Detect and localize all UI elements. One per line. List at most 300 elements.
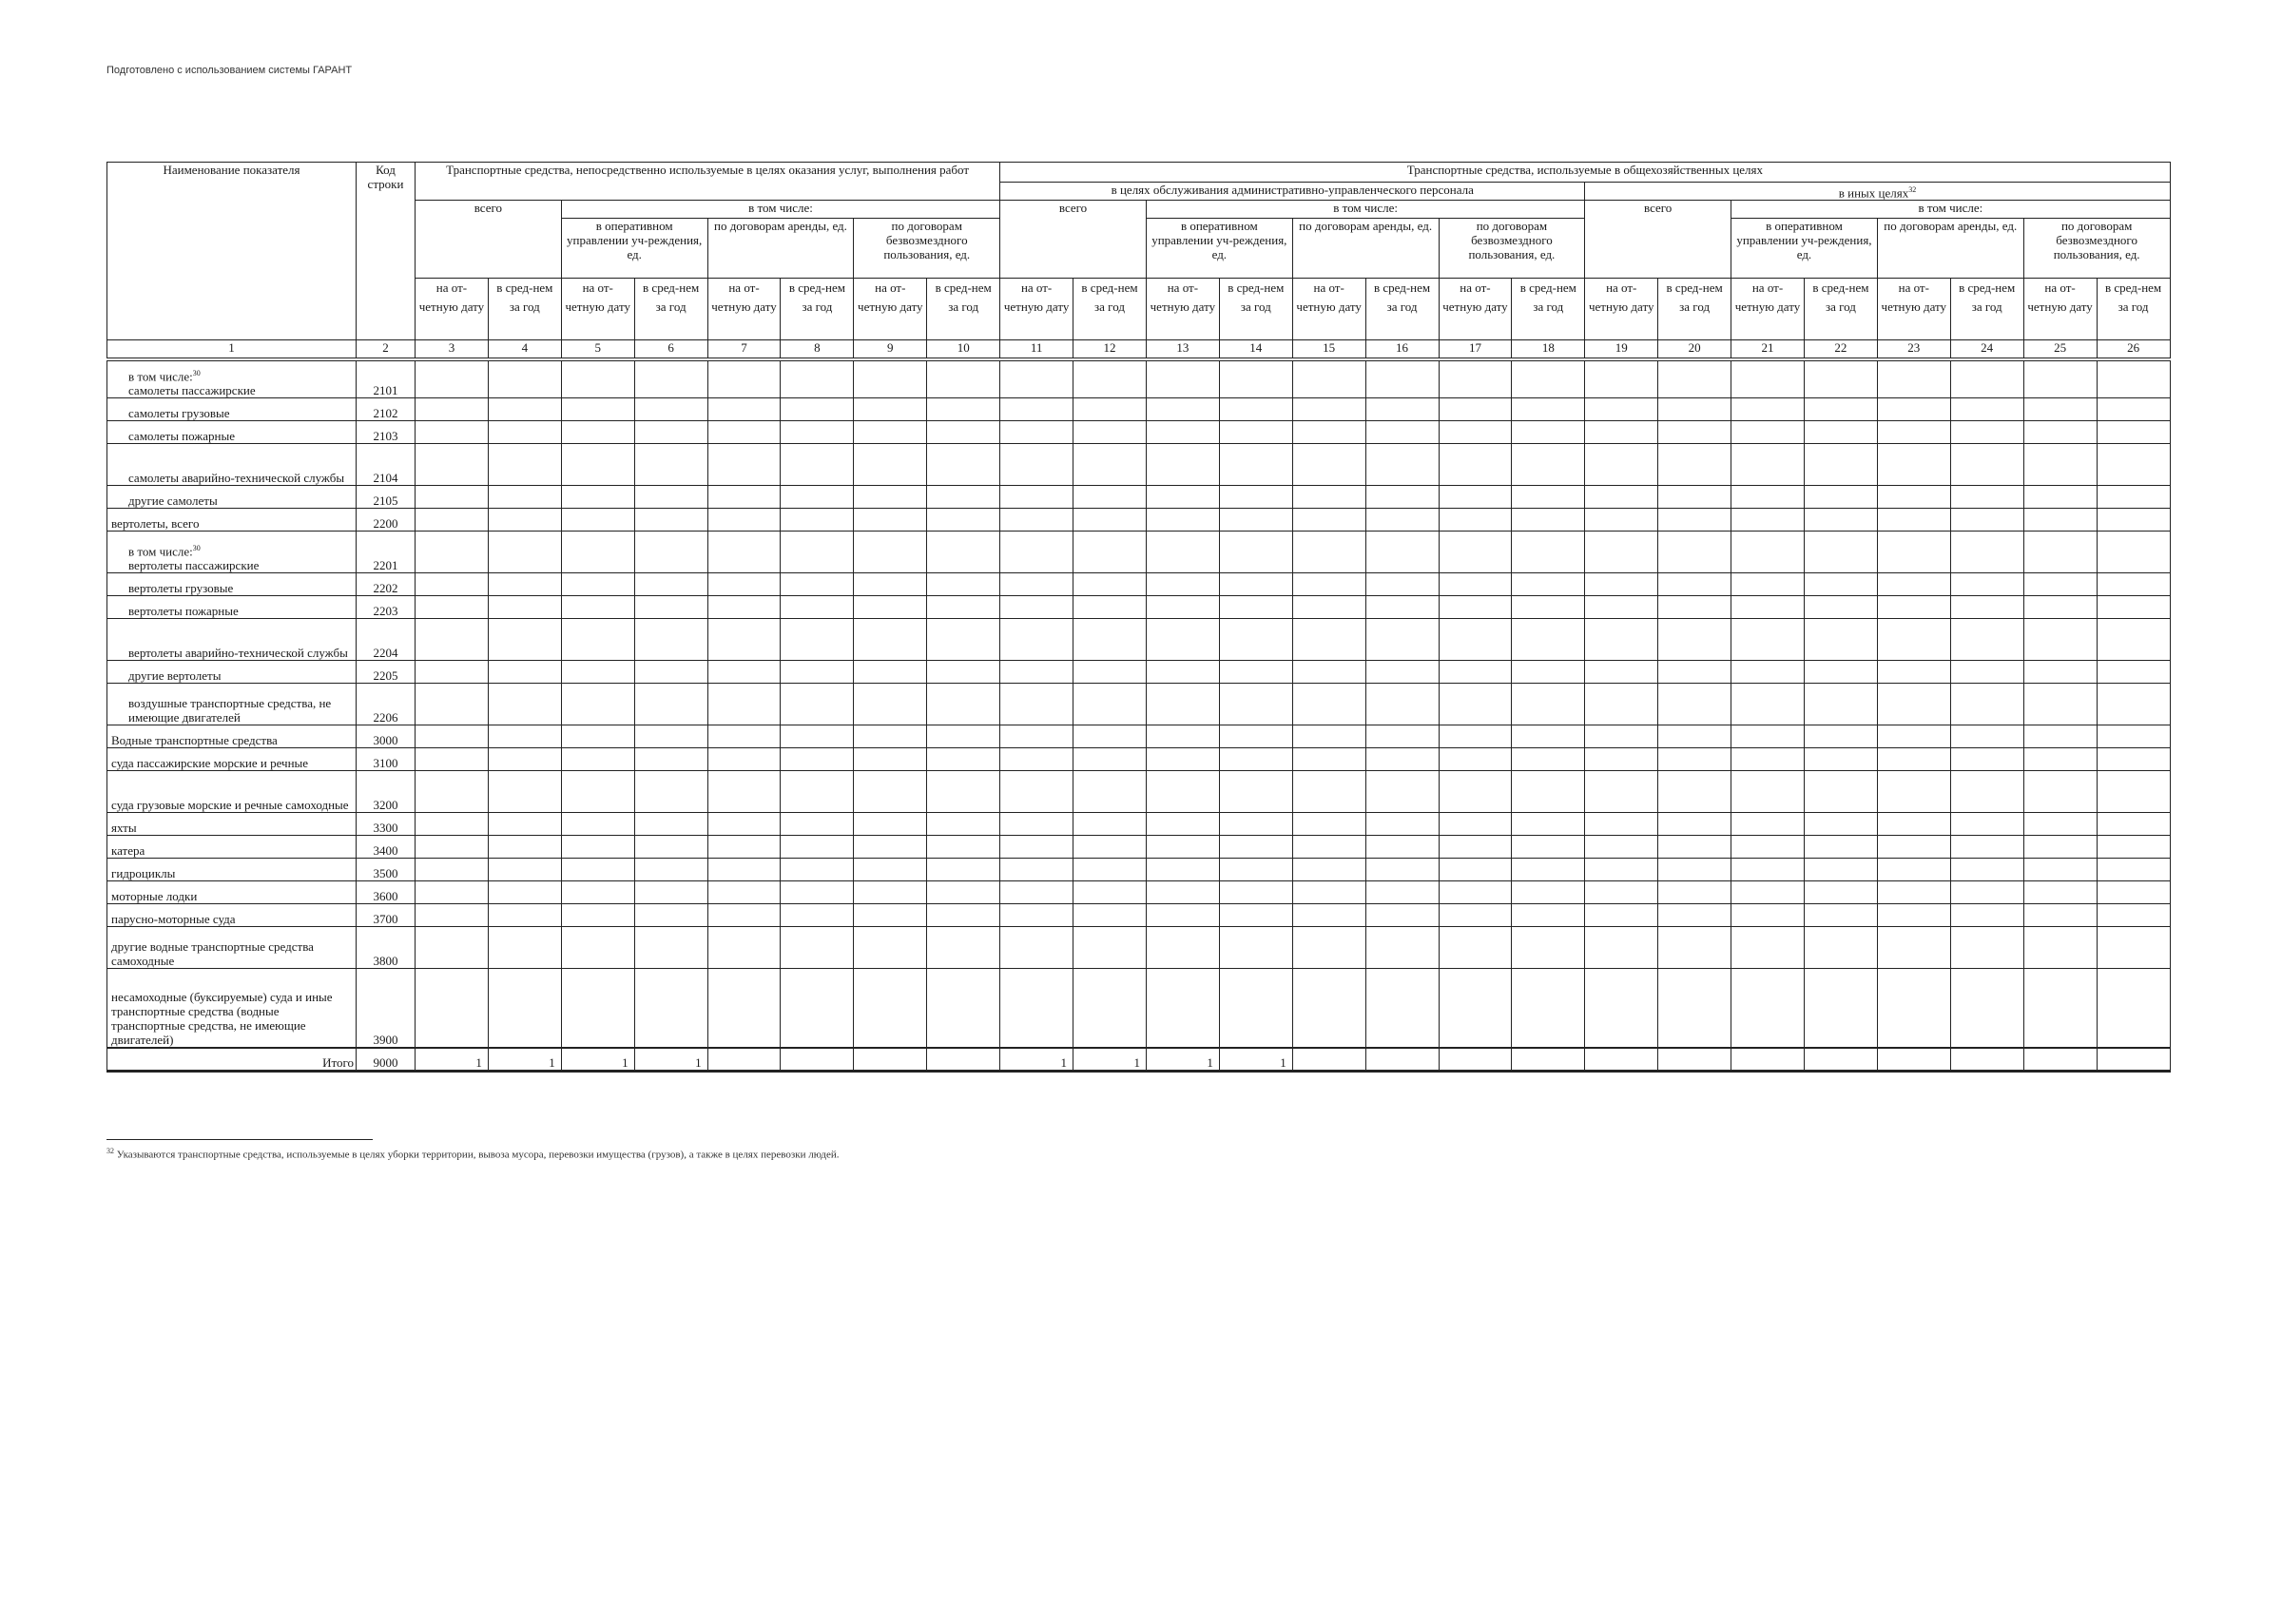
total-value: 1 xyxy=(561,1048,634,1071)
data-cell xyxy=(488,359,561,397)
data-cell xyxy=(1292,880,1365,903)
data-cell xyxy=(1439,572,1512,595)
table-row xyxy=(107,968,2171,1048)
data-cell xyxy=(416,359,489,397)
data-cell xyxy=(634,572,707,595)
header-reporting-date: на от-четную дату xyxy=(561,279,634,340)
data-cell xyxy=(488,903,561,926)
data-cell xyxy=(1146,359,1219,397)
total-value xyxy=(1877,1048,1950,1071)
data-cell xyxy=(1365,835,1439,858)
data-cell xyxy=(634,926,707,968)
data-cell xyxy=(707,618,781,660)
data-cell xyxy=(488,531,561,572)
footnote: $^{32}$ Указываются транспортные средства, используемые в целях уборки территории, вывоза мусора, перевозки имущества (грузов), а также в целях перевозки людей. xyxy=(106,1147,840,1161)
column-number: 2 xyxy=(357,340,416,360)
data-cell xyxy=(1950,443,2023,485)
header-total-b2: всего xyxy=(1585,201,1731,279)
data-cell xyxy=(1000,880,1073,903)
data-cell xyxy=(1950,660,2023,683)
total-value: 1 xyxy=(634,1048,707,1071)
data-cell xyxy=(634,770,707,812)
data-cell xyxy=(1219,683,1292,725)
data-cell xyxy=(1950,595,2023,618)
data-cell xyxy=(634,683,707,725)
data-cell xyxy=(561,618,634,660)
data-cell xyxy=(1146,725,1219,747)
data-cell xyxy=(707,835,781,858)
data-cell xyxy=(561,903,634,926)
data-cell xyxy=(1658,858,1731,880)
data-cell xyxy=(707,747,781,770)
data-cell xyxy=(1365,812,1439,835)
data-cell xyxy=(1000,420,1073,443)
data-cell xyxy=(781,835,854,858)
header-lease-a: по договорам аренды, ед. xyxy=(707,219,854,279)
data-cell xyxy=(1000,968,1073,1048)
data-cell xyxy=(1877,812,1950,835)
total-value xyxy=(1731,1048,1805,1071)
data-cell xyxy=(2023,858,2097,880)
data-cell xyxy=(1219,926,1292,968)
data-cell xyxy=(1219,835,1292,858)
header-reporting-date: на от-четную дату xyxy=(1439,279,1512,340)
data-cell xyxy=(1804,926,1877,968)
header-year-average: в сред-нем за год xyxy=(927,279,1000,340)
data-cell xyxy=(1000,618,1073,660)
data-cell xyxy=(416,397,489,420)
table-row xyxy=(107,508,2171,531)
data-cell xyxy=(1292,595,1365,618)
data-cell xyxy=(1365,508,1439,531)
data-cell xyxy=(416,531,489,572)
data-cell xyxy=(416,812,489,835)
data-cell xyxy=(1877,770,1950,812)
data-cell xyxy=(1073,595,1147,618)
data-cell xyxy=(561,968,634,1048)
header-group-direct-use: Транспортные средства, непосредственно используемые в целях оказания услуг, выполнения работ xyxy=(416,163,1000,201)
data-cell xyxy=(1000,770,1073,812)
data-cell xyxy=(1804,359,1877,397)
data-cell xyxy=(561,683,634,725)
data-cell xyxy=(561,812,634,835)
row-code: 3400 xyxy=(357,835,416,858)
data-cell xyxy=(634,618,707,660)
data-cell xyxy=(1073,618,1147,660)
data-cell xyxy=(1950,968,2023,1048)
row-name: другие самолеты xyxy=(107,485,357,508)
column-number: 14 xyxy=(1219,340,1292,360)
row-name: в том числе:$^{30}$ самолеты пассажирские xyxy=(107,359,357,397)
column-number: 20 xyxy=(1658,340,1731,360)
column-number: 5 xyxy=(561,340,634,360)
data-cell xyxy=(416,420,489,443)
data-cell xyxy=(416,485,489,508)
data-cell xyxy=(1512,531,1585,572)
data-cell xyxy=(1585,880,1658,903)
row-code: 2105 xyxy=(357,485,416,508)
table-row xyxy=(107,531,2171,572)
data-cell xyxy=(2097,903,2170,926)
data-cell xyxy=(416,572,489,595)
data-cell xyxy=(1658,485,1731,508)
data-cell xyxy=(488,926,561,968)
data-cell xyxy=(1585,770,1658,812)
data-cell xyxy=(854,618,927,660)
data-cell xyxy=(1146,770,1219,812)
data-cell xyxy=(488,420,561,443)
data-cell xyxy=(1731,770,1805,812)
data-cell xyxy=(854,531,927,572)
row-code: 3600 xyxy=(357,880,416,903)
data-cell xyxy=(1877,660,1950,683)
data-cell xyxy=(1365,443,1439,485)
data-cell xyxy=(707,485,781,508)
data-cell xyxy=(1146,572,1219,595)
data-cell xyxy=(1804,420,1877,443)
row-code: 2205 xyxy=(357,660,416,683)
data-cell xyxy=(1512,508,1585,531)
data-cell xyxy=(1585,508,1658,531)
data-cell xyxy=(1292,485,1365,508)
data-cell xyxy=(634,858,707,880)
data-cell xyxy=(1731,968,1805,1048)
data-cell xyxy=(707,725,781,747)
data-cell xyxy=(1731,359,1805,397)
total-value xyxy=(1950,1048,2023,1071)
data-cell xyxy=(1439,747,1512,770)
data-cell xyxy=(781,443,854,485)
data-cell xyxy=(1439,812,1512,835)
data-cell xyxy=(1073,968,1147,1048)
column-number: 8 xyxy=(781,340,854,360)
data-cell xyxy=(1146,903,1219,926)
column-number: 9 xyxy=(854,340,927,360)
data-cell xyxy=(1512,812,1585,835)
data-cell xyxy=(1658,660,1731,683)
data-cell xyxy=(854,485,927,508)
data-cell xyxy=(488,595,561,618)
data-cell xyxy=(854,725,927,747)
data-cell xyxy=(2097,397,2170,420)
data-cell xyxy=(634,747,707,770)
data-cell xyxy=(1585,420,1658,443)
table-row xyxy=(107,725,2171,747)
data-cell xyxy=(634,397,707,420)
data-cell xyxy=(2097,508,2170,531)
data-cell xyxy=(1365,595,1439,618)
row-name: Водные транспортные средства xyxy=(107,725,357,747)
data-cell xyxy=(488,443,561,485)
data-cell xyxy=(1877,595,1950,618)
data-cell xyxy=(2097,531,2170,572)
data-cell xyxy=(1365,572,1439,595)
data-cell xyxy=(1731,747,1805,770)
data-cell xyxy=(1804,835,1877,858)
header-including-b1: в том числе: xyxy=(1146,201,1584,219)
header-reporting-date: на от-четную дату xyxy=(1877,279,1950,340)
data-cell xyxy=(1365,485,1439,508)
row-code: 2202 xyxy=(357,572,416,595)
data-cell xyxy=(2097,572,2170,595)
data-cell xyxy=(1512,903,1585,926)
table-row xyxy=(107,880,2171,903)
data-cell xyxy=(416,858,489,880)
data-cell xyxy=(1804,858,1877,880)
data-cell xyxy=(1585,359,1658,397)
data-cell xyxy=(1585,812,1658,835)
row-code: 2201 xyxy=(357,531,416,572)
table-row xyxy=(107,618,2171,660)
data-cell xyxy=(2023,397,2097,420)
data-cell xyxy=(854,660,927,683)
data-cell xyxy=(2023,618,2097,660)
data-cell xyxy=(416,926,489,968)
data-cell xyxy=(1292,572,1365,595)
data-cell xyxy=(927,926,1000,968)
data-cell xyxy=(1731,420,1805,443)
data-cell xyxy=(1000,443,1073,485)
data-cell xyxy=(1292,660,1365,683)
column-number: 6 xyxy=(634,340,707,360)
data-cell xyxy=(2097,880,2170,903)
data-cell xyxy=(1585,595,1658,618)
data-cell xyxy=(1731,595,1805,618)
data-cell xyxy=(1877,397,1950,420)
header-year-average: в сред-нем за год xyxy=(1365,279,1439,340)
data-cell xyxy=(488,835,561,858)
row-code: 3300 xyxy=(357,812,416,835)
data-cell xyxy=(2097,595,2170,618)
data-cell xyxy=(1658,595,1731,618)
data-cell xyxy=(1512,359,1585,397)
total-value xyxy=(1585,1048,1658,1071)
data-cell xyxy=(1877,531,1950,572)
data-cell xyxy=(1146,683,1219,725)
data-cell xyxy=(1219,508,1292,531)
data-cell xyxy=(1073,485,1147,508)
data-cell xyxy=(1292,397,1365,420)
data-cell xyxy=(781,926,854,968)
data-cell xyxy=(1146,660,1219,683)
column-number: 7 xyxy=(707,340,781,360)
table-row xyxy=(107,420,2171,443)
data-cell xyxy=(1585,683,1658,725)
data-cell xyxy=(488,683,561,725)
data-cell xyxy=(1950,508,2023,531)
data-cell xyxy=(707,443,781,485)
data-cell xyxy=(561,595,634,618)
data-cell xyxy=(1804,618,1877,660)
data-cell xyxy=(1877,420,1950,443)
data-cell xyxy=(2097,618,2170,660)
column-number: 25 xyxy=(2023,340,2097,360)
data-cell xyxy=(1219,485,1292,508)
row-name: другие водные транспортные средства самоходные xyxy=(107,926,357,968)
data-cell xyxy=(1585,968,1658,1048)
data-cell xyxy=(1950,835,2023,858)
column-number: 4 xyxy=(488,340,561,360)
data-cell xyxy=(488,508,561,531)
total-value xyxy=(2023,1048,2097,1071)
data-cell xyxy=(1512,683,1585,725)
data-cell xyxy=(854,926,927,968)
data-cell xyxy=(1512,747,1585,770)
data-cell xyxy=(781,747,854,770)
header-indicator-name: Наименование показателя xyxy=(107,163,357,340)
data-cell xyxy=(1439,770,1512,812)
header-reporting-date: на от-четную дату xyxy=(854,279,927,340)
data-cell xyxy=(1658,572,1731,595)
data-cell xyxy=(2023,835,2097,858)
data-cell xyxy=(781,968,854,1048)
data-cell xyxy=(1219,443,1292,485)
data-cell xyxy=(1585,725,1658,747)
data-cell xyxy=(1146,420,1219,443)
data-cell xyxy=(634,443,707,485)
data-cell xyxy=(416,508,489,531)
data-cell xyxy=(561,747,634,770)
total-row xyxy=(107,1048,2171,1071)
data-cell xyxy=(488,572,561,595)
data-cell xyxy=(1365,420,1439,443)
table-row xyxy=(107,835,2171,858)
header-year-average: в сред-нем за год xyxy=(634,279,707,340)
data-cell xyxy=(707,397,781,420)
data-cell xyxy=(1731,683,1805,725)
footnote-divider xyxy=(106,1139,373,1140)
data-cell xyxy=(781,508,854,531)
data-cell xyxy=(1365,618,1439,660)
data-cell xyxy=(1804,443,1877,485)
row-name: самолеты аварийно-технической службы xyxy=(107,443,357,485)
data-cell xyxy=(1877,618,1950,660)
header-operative-b1: в оперативном управлении уч-реждения, ед. xyxy=(1146,219,1292,279)
data-cell xyxy=(1146,812,1219,835)
data-cell xyxy=(1950,572,2023,595)
data-cell xyxy=(1365,359,1439,397)
data-cell xyxy=(1658,420,1731,443)
data-cell xyxy=(416,443,489,485)
data-cell xyxy=(1146,485,1219,508)
data-cell xyxy=(1950,812,2023,835)
header-reporting-date: на от-четную дату xyxy=(1731,279,1805,340)
data-cell xyxy=(1365,397,1439,420)
table-row xyxy=(107,683,2171,725)
data-cell xyxy=(2023,660,2097,683)
row-code: 3100 xyxy=(357,747,416,770)
data-cell xyxy=(561,508,634,531)
data-cell xyxy=(1439,858,1512,880)
data-cell xyxy=(1219,572,1292,595)
data-cell xyxy=(707,968,781,1048)
data-cell xyxy=(2097,812,2170,835)
data-cell xyxy=(1439,880,1512,903)
header-free-use-b1: по договорам безвозмездного пользования, ед. xyxy=(1439,219,1585,279)
data-cell xyxy=(488,770,561,812)
data-cell xyxy=(634,660,707,683)
header-year-average: в сред-нем за год xyxy=(488,279,561,340)
data-cell xyxy=(1073,835,1147,858)
data-cell xyxy=(1877,725,1950,747)
data-cell xyxy=(2023,572,2097,595)
data-cell xyxy=(2023,747,2097,770)
data-cell xyxy=(1731,812,1805,835)
data-cell xyxy=(1950,683,2023,725)
data-cell xyxy=(1658,926,1731,968)
data-cell xyxy=(927,858,1000,880)
row-name: катера xyxy=(107,835,357,858)
data-cell xyxy=(2097,443,2170,485)
data-cell xyxy=(927,968,1000,1048)
header-year-average: в сред-нем за год xyxy=(1219,279,1292,340)
total-value xyxy=(1292,1048,1365,1071)
data-cell xyxy=(1658,359,1731,397)
data-cell xyxy=(1877,880,1950,903)
row-code: 2101 xyxy=(357,359,416,397)
column-number: 22 xyxy=(1804,340,1877,360)
column-number: 23 xyxy=(1877,340,1950,360)
data-cell xyxy=(416,683,489,725)
data-cell xyxy=(1877,926,1950,968)
data-cell xyxy=(416,747,489,770)
data-cell xyxy=(1000,926,1073,968)
data-cell xyxy=(561,443,634,485)
data-cell xyxy=(1585,835,1658,858)
data-cell xyxy=(1292,968,1365,1048)
vehicles-table xyxy=(106,162,2171,1073)
data-cell xyxy=(634,880,707,903)
data-cell xyxy=(1804,485,1877,508)
data-cell xyxy=(1219,660,1292,683)
data-cell xyxy=(854,747,927,770)
data-cell xyxy=(1658,508,1731,531)
row-code: 3200 xyxy=(357,770,416,812)
data-cell xyxy=(1439,725,1512,747)
data-cell xyxy=(1804,968,1877,1048)
data-cell xyxy=(1292,770,1365,812)
data-cell xyxy=(927,531,1000,572)
row-code: 3500 xyxy=(357,858,416,880)
row-name: парусно-моторные суда xyxy=(107,903,357,926)
data-cell xyxy=(1073,683,1147,725)
data-cell xyxy=(1073,747,1147,770)
data-cell xyxy=(781,903,854,926)
data-cell xyxy=(1658,618,1731,660)
data-cell xyxy=(781,485,854,508)
data-cell xyxy=(1439,508,1512,531)
data-cell xyxy=(2023,595,2097,618)
data-cell xyxy=(1950,725,2023,747)
data-cell xyxy=(1146,595,1219,618)
data-cell xyxy=(781,683,854,725)
data-cell xyxy=(2023,508,2097,531)
row-code: 2206 xyxy=(357,683,416,725)
data-cell xyxy=(781,618,854,660)
data-cell xyxy=(1439,397,1512,420)
total-value: 1 xyxy=(1073,1048,1147,1071)
data-cell xyxy=(1950,926,2023,968)
total-value xyxy=(1512,1048,1585,1071)
data-cell xyxy=(1658,747,1731,770)
data-cell xyxy=(781,595,854,618)
data-cell xyxy=(927,420,1000,443)
data-cell xyxy=(1512,770,1585,812)
data-cell xyxy=(634,903,707,926)
data-cell xyxy=(1950,747,2023,770)
row-name: вертолеты, всего xyxy=(107,508,357,531)
data-cell xyxy=(1512,397,1585,420)
